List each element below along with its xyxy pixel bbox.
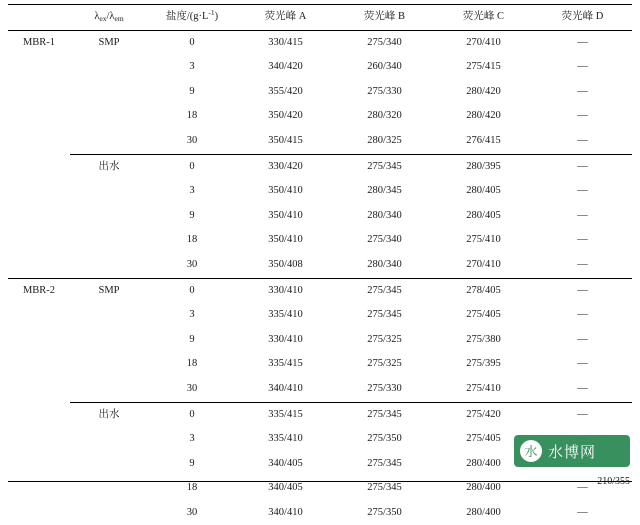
table-row bbox=[8, 278, 632, 303]
table-row bbox=[8, 228, 632, 253]
cell-salinity: 3 bbox=[189, 185, 195, 197]
table-row bbox=[8, 377, 632, 402]
cell-peak-b: 280/325 bbox=[367, 134, 402, 146]
cell-peak-d: — bbox=[577, 358, 588, 370]
cell-peak-a: 355/420 bbox=[268, 85, 303, 97]
cell-group bbox=[8, 427, 70, 452]
table-row bbox=[8, 253, 632, 278]
cell-peak-c: 275/415 bbox=[466, 61, 501, 73]
cell-peak-a: 350/408 bbox=[268, 258, 303, 270]
cell-group bbox=[8, 501, 70, 525]
cell-peak-b: 280/340 bbox=[367, 258, 402, 270]
table-row bbox=[8, 80, 632, 105]
cell-type bbox=[70, 352, 148, 377]
cell-peak-b: 260/340 bbox=[367, 61, 402, 73]
cell-peak-a: 335/415 bbox=[268, 358, 303, 370]
cell-peak-d: — bbox=[577, 309, 588, 321]
cell-peak-d: — bbox=[577, 134, 588, 146]
cell-type bbox=[70, 501, 148, 525]
cell-salinity: 3 bbox=[189, 433, 195, 445]
cell-peak-b: 280/320 bbox=[367, 110, 402, 122]
watermark-badge bbox=[514, 435, 630, 467]
table-row bbox=[8, 154, 632, 179]
cell-peak-c: 280/405 bbox=[466, 209, 501, 221]
cell-peak-a: 335/410 bbox=[268, 433, 303, 445]
table-bottom-rule bbox=[8, 481, 632, 482]
cell-peak-a: 350/410 bbox=[268, 185, 303, 197]
cell-group bbox=[8, 80, 70, 105]
header-peak-a: 荧光峰 A bbox=[236, 5, 335, 31]
cell-group bbox=[8, 154, 70, 179]
cell-peak-a: 330/420 bbox=[236, 154, 335, 179]
cell-type bbox=[70, 328, 148, 353]
cell-peak-c: 275/420 bbox=[434, 402, 533, 427]
cell-peak-b: 275/340 bbox=[367, 36, 402, 48]
header-group bbox=[8, 5, 70, 31]
cell-peak-c: 280/405 bbox=[466, 185, 501, 197]
cell-peak-b: 275/325 bbox=[367, 333, 402, 345]
table-row bbox=[8, 204, 632, 229]
header-salinity-sup: -1 bbox=[208, 8, 215, 17]
cell-salinity: 9 bbox=[189, 85, 195, 97]
cell-peak-b: 275/345 bbox=[367, 309, 402, 321]
header-salinity-label: 盐度/(g·L bbox=[165, 11, 209, 22]
cell-type bbox=[70, 55, 148, 80]
cell-peak-c: 270/410 bbox=[466, 258, 501, 270]
table-row bbox=[8, 501, 632, 525]
table-header bbox=[8, 5, 632, 31]
cell-peak-d: — bbox=[577, 482, 588, 494]
cell-salinity: 30 bbox=[186, 258, 198, 270]
cell-peak-d: — bbox=[577, 209, 588, 221]
table-row bbox=[8, 104, 632, 129]
cell-type: SMP bbox=[70, 278, 148, 303]
cell-peak-a: 330/415 bbox=[268, 36, 303, 48]
water-drop-icon bbox=[520, 440, 542, 462]
cell-peak-d: — bbox=[577, 185, 588, 197]
cell-peak-a: 340/410 bbox=[268, 506, 303, 518]
cell-peak-c: 280/395 bbox=[434, 154, 533, 179]
table-row bbox=[8, 328, 632, 353]
header-lambda-ex-sub: ex bbox=[99, 14, 107, 23]
cell-peak-c: 280/420 bbox=[466, 85, 501, 97]
table-row bbox=[8, 55, 632, 80]
table-row bbox=[8, 402, 632, 427]
cell-type bbox=[70, 452, 148, 477]
cell-peak-c: 280/420 bbox=[466, 110, 501, 122]
cell-type bbox=[70, 80, 148, 105]
cell-group bbox=[8, 129, 70, 154]
cell-salinity: 30 bbox=[186, 506, 198, 518]
cell-group bbox=[8, 253, 70, 278]
cell-peak-d: — bbox=[577, 382, 588, 394]
cell-peak-b: 275/350 bbox=[367, 433, 402, 445]
cell-peak-d: — bbox=[577, 110, 588, 122]
cell-salinity: 0 bbox=[189, 36, 195, 48]
cell-peak-d: — bbox=[533, 402, 632, 427]
cell-salinity: 30 bbox=[186, 382, 198, 394]
cell-peak-a: 350/415 bbox=[268, 134, 303, 146]
cell-peak-b: 275/345 bbox=[335, 402, 434, 427]
cell-salinity: 9 bbox=[189, 457, 195, 469]
cell-peak-c: 275/405 bbox=[466, 309, 501, 321]
cell-peak-a: 340/405 bbox=[268, 482, 303, 494]
cell-group bbox=[8, 179, 70, 204]
cell-group bbox=[8, 328, 70, 353]
cell-salinity: 0 bbox=[148, 154, 236, 179]
cell-peak-c: 280/400 bbox=[466, 482, 501, 494]
cell-group: MBR-1 bbox=[22, 36, 56, 48]
cell-salinity: 18 bbox=[186, 110, 198, 122]
cell-peak-d: — bbox=[577, 333, 588, 345]
cell-salinity: 9 bbox=[189, 209, 195, 221]
header-salinity bbox=[148, 5, 236, 31]
cell-type bbox=[70, 104, 148, 129]
cell-type bbox=[70, 377, 148, 402]
header-lambda-slash: /λ bbox=[106, 11, 115, 22]
cell-peak-d: — bbox=[577, 61, 588, 73]
cell-peak-a: 335/415 bbox=[236, 402, 335, 427]
cell-salinity: 18 bbox=[186, 234, 198, 246]
cell-peak-a: 340/420 bbox=[268, 61, 303, 73]
cell-salinity: 18 bbox=[186, 358, 198, 370]
cell-peak-b: 275/350 bbox=[367, 506, 402, 518]
cell-group bbox=[8, 402, 70, 427]
cell-peak-d: — bbox=[533, 278, 632, 303]
cell-peak-c: 280/400 bbox=[466, 457, 501, 469]
cell-peak-a: 350/420 bbox=[268, 110, 303, 122]
cell-peak-c: 275/380 bbox=[466, 333, 501, 345]
cell-group bbox=[8, 204, 70, 229]
header-wavelength-ratio bbox=[70, 5, 148, 31]
page-number: 210/355 bbox=[597, 476, 630, 487]
header-peak-c: 荧光峰 C bbox=[434, 5, 533, 31]
cell-peak-b: 275/345 bbox=[335, 154, 434, 179]
cell-peak-b: 280/340 bbox=[367, 209, 402, 221]
header-lambda: λ bbox=[94, 11, 100, 22]
cell-salinity: 18 bbox=[186, 482, 198, 494]
cell-salinity: 3 bbox=[189, 309, 195, 321]
cell-salinity: 0 bbox=[148, 278, 236, 303]
cell-group bbox=[8, 303, 70, 328]
cell-salinity: 9 bbox=[189, 333, 195, 345]
cell-peak-b: 280/345 bbox=[367, 185, 402, 197]
cell-type: SMP bbox=[98, 36, 120, 48]
cell-peak-b: 275/340 bbox=[367, 234, 402, 246]
cell-type bbox=[70, 179, 148, 204]
cell-group bbox=[8, 377, 70, 402]
cell-peak-d: — bbox=[577, 234, 588, 246]
cell-peak-c: 275/410 bbox=[466, 382, 501, 394]
cell-peak-d: — bbox=[533, 154, 632, 179]
cell-type bbox=[70, 427, 148, 452]
cell-group bbox=[8, 55, 70, 80]
cell-group bbox=[8, 104, 70, 129]
cell-peak-a: 350/410 bbox=[268, 234, 303, 246]
cell-salinity: 3 bbox=[189, 61, 195, 73]
cell-peak-a: 350/410 bbox=[268, 209, 303, 221]
cell-peak-b: 275/345 bbox=[367, 457, 402, 469]
watermark-text: 水博网 bbox=[548, 443, 597, 461]
cell-peak-c: 275/395 bbox=[466, 358, 501, 370]
watermark-logo-glyph: 水 bbox=[524, 443, 538, 459]
table-row bbox=[8, 30, 632, 55]
cell-peak-b: 275/325 bbox=[367, 358, 402, 370]
cell-peak-d: — bbox=[577, 258, 588, 270]
cell-peak-a: 340/405 bbox=[268, 457, 303, 469]
cell-type: 出水 bbox=[70, 154, 148, 179]
cell-peak-a: 330/410 bbox=[268, 333, 303, 345]
cell-peak-d: — bbox=[577, 85, 588, 97]
cell-group bbox=[8, 452, 70, 477]
cell-peak-b: 275/345 bbox=[335, 278, 434, 303]
table-row bbox=[8, 303, 632, 328]
cell-type bbox=[70, 129, 148, 154]
cell-peak-c: 276/415 bbox=[466, 134, 501, 146]
cell-peak-b: 275/330 bbox=[367, 382, 402, 394]
cell-type bbox=[70, 253, 148, 278]
table-row bbox=[8, 352, 632, 377]
cell-salinity: 30 bbox=[186, 134, 198, 146]
cell-peak-c: 270/410 bbox=[466, 36, 501, 48]
header-salinity-close: ) bbox=[214, 11, 219, 22]
cell-salinity: 0 bbox=[148, 402, 236, 427]
cell-peak-a: 340/410 bbox=[268, 382, 303, 394]
cell-peak-c: 278/405 bbox=[434, 278, 533, 303]
cell-peak-a: 335/410 bbox=[268, 309, 303, 321]
table-row bbox=[8, 179, 632, 204]
header-lambda-em-sub: em bbox=[114, 14, 124, 23]
cell-peak-a: 330/410 bbox=[236, 278, 335, 303]
cell-group bbox=[8, 228, 70, 253]
cell-peak-b: 275/330 bbox=[367, 85, 402, 97]
cell-group bbox=[8, 352, 70, 377]
header-peak-d: 荧光峰 D bbox=[533, 5, 632, 31]
cell-group: MBR-2 bbox=[8, 278, 70, 303]
cell-peak-d: — bbox=[577, 36, 588, 48]
table-row bbox=[8, 129, 632, 154]
cell-type bbox=[70, 204, 148, 229]
cell-peak-b: 275/345 bbox=[367, 482, 402, 494]
cell-peak-c: 275/405 bbox=[466, 433, 501, 445]
header-peak-b: 荧光峰 B bbox=[335, 5, 434, 31]
cell-peak-c: 280/400 bbox=[466, 506, 501, 518]
cell-peak-d: — bbox=[577, 506, 588, 518]
cell-type bbox=[70, 228, 148, 253]
cell-peak-c: 275/410 bbox=[466, 234, 501, 246]
cell-type: 出水 bbox=[70, 402, 148, 427]
cell-type bbox=[70, 303, 148, 328]
